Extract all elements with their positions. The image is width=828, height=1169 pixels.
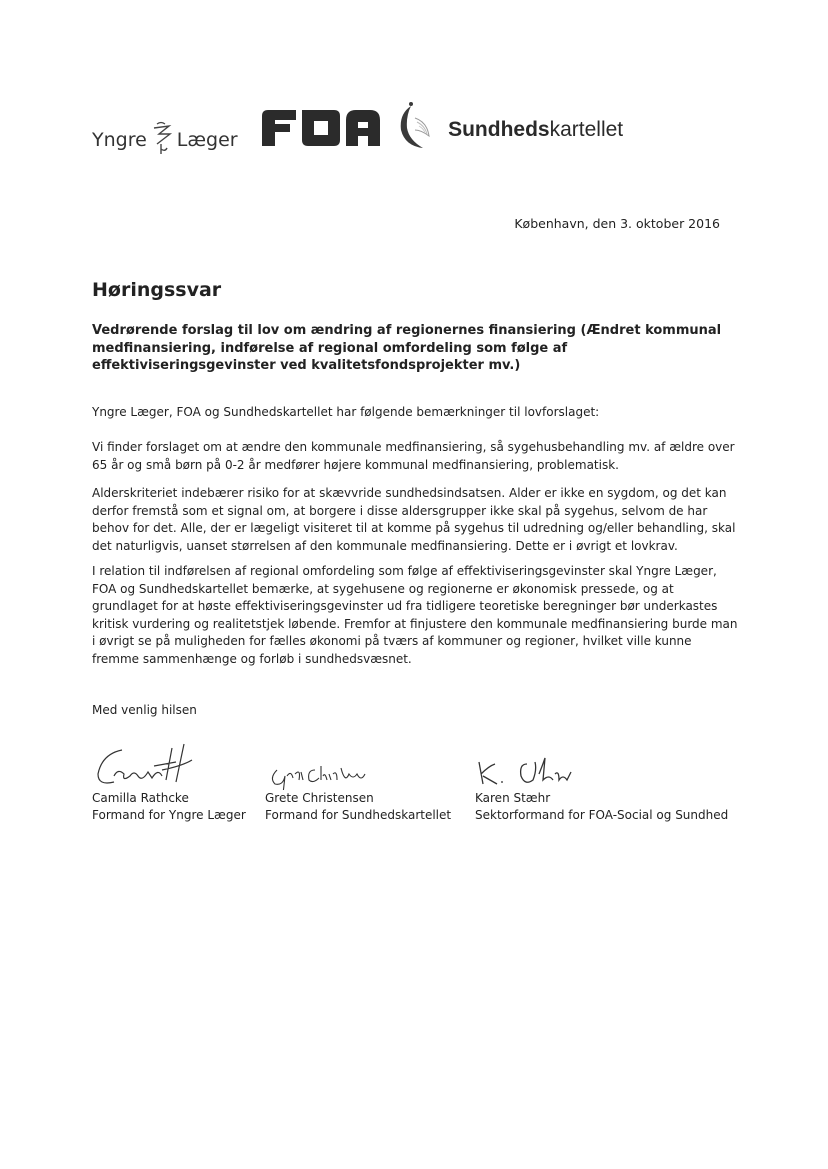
paragraph-omfordeling: I relation til indførelsen af regional omfordeling som følge af effektiviseringsgevinster skal Yngre Læger, FOA og Sundhedskartellet bemærke, at sygehusene og regionerne er økonomisk pressede, og at grundlaget for at høste effektiviseringsgevinster ud fra tidligere teoretiske beregninger bør underkastes kritisk vurdering og realitetstjek løbende. Fremfor at finjustere den kommunale medfinansiering burde man i øvrigt se på muligheden for fælles økonomi på tværs af kommuner og regioner, hvilket ville kunne fremme sammenhænge og forløb i sundhedsvæsnet. bbox=[92, 564, 738, 666]
paragraph-medfinansiering: Vi finder forslaget om at ændre den kommunale medfinansiering, så sygehusbehandling mv. af ældre over 65 år og små børn på 0-2 år medfører højere kommunal medfinansiering, problematisk. bbox=[92, 440, 735, 472]
signatory-role: Formand for Yngre Læger bbox=[92, 808, 246, 822]
sundhedskartellet-logo bbox=[397, 100, 623, 156]
sundhedskartellet-wordmark bbox=[448, 118, 623, 142]
yngre-laeger-emblem-icon bbox=[149, 120, 175, 160]
signature-karen-staehr bbox=[475, 740, 715, 790]
signatory-name: Camilla Rathcke bbox=[92, 791, 189, 805]
paragraph-alderskriteriet: Alderskriteriet indebærer risiko for at skævvride sundhedsindsatsen. Alder er ikke en sygdom, og det kan derfor fremstå som et signal om, at borgere i disse aldersgrupper ikke skal på sygehus, selvom de har behov for det. Alle, der er lægeligt visiteret til at komme på sygehus til udredning og/eller behandling, skal det naturligvis, uanset størrelsen af den kommunale medfinansiering. Dette er i øvrigt et lovkrav. bbox=[92, 486, 736, 553]
signature-grete-christensen bbox=[265, 740, 505, 790]
yngre-laeger-logo bbox=[92, 120, 238, 160]
sundheds-bold-text: Sundheds bbox=[448, 118, 550, 141]
signatory-role: Sektorformand for FOA-Social og Sundhed bbox=[475, 808, 729, 822]
signatory-karen-staehr bbox=[475, 740, 729, 824]
signatory-grete-christensen bbox=[265, 740, 505, 824]
paragraph-intro: Yngre Læger, FOA og Sundhedskartellet har følgende bemærkninger til lovforslaget: bbox=[92, 405, 600, 419]
signatory-name: Grete Christensen bbox=[265, 791, 374, 805]
foa-logo-icon bbox=[262, 110, 380, 146]
subject-line: Vedrørende forslag til lov om ændring af regionernes finansiering (Ændret kommunal medfinansiering, indførelse af regional omfordeling som følge af effektiviseringsgevinster ved kvalitetsfondsprojekter mv.) bbox=[92, 323, 722, 373]
sundhedskartellet-emblem-icon bbox=[397, 100, 437, 152]
document-title: Høringssvar bbox=[92, 279, 222, 301]
foa-logo bbox=[262, 110, 380, 146]
signatory-role: Formand for Sundhedskartellet bbox=[265, 808, 452, 822]
dateline: København, den 3. oktober 2016 bbox=[514, 216, 720, 231]
yngre-logo-text-right: Læger bbox=[176, 129, 238, 151]
closing-greeting: Med venlig hilsen bbox=[92, 703, 197, 717]
letterhead bbox=[92, 100, 652, 160]
yngre-logo-text-left: Yngre bbox=[92, 129, 147, 151]
kartellet-text: kartellet bbox=[549, 118, 624, 141]
signatory-name: Karen Stæhr bbox=[475, 791, 551, 805]
